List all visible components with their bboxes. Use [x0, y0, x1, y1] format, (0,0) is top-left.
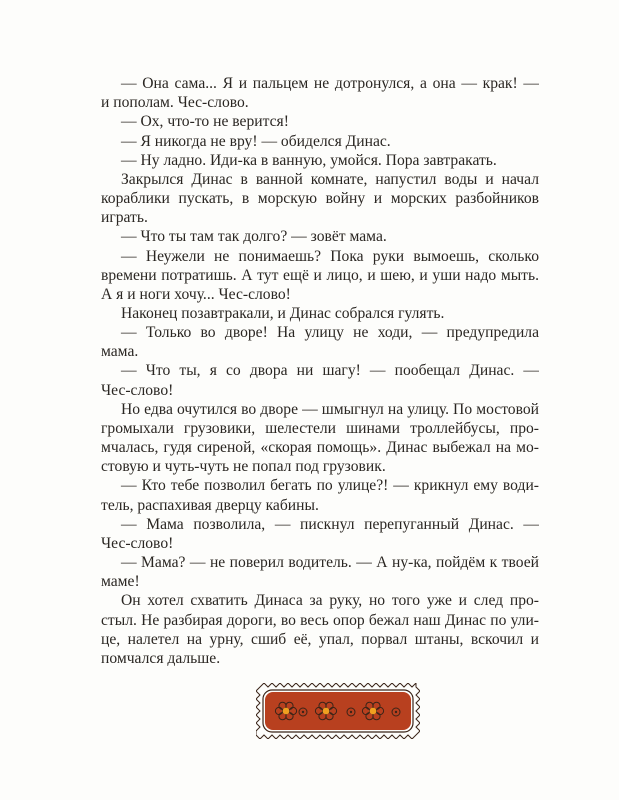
text-line: Чес-слово!: [101, 381, 174, 399]
paragraph: [101, 476, 539, 514]
text-line: — Я никогда не вру! — обиделся Динас.: [121, 132, 391, 150]
text-line: играть.: [101, 209, 148, 227]
paragraph: [101, 170, 539, 227]
text-line: Закрылся Динас в ванной комнате, напустил воды и начал: [121, 170, 539, 188]
text-line: маме!: [101, 573, 140, 591]
text-line: Он хотел схватить Динаса за руку, но того уже и след про-: [121, 592, 539, 610]
text-line: Наконец позавтракали, и Динас собрался гулять.: [121, 304, 445, 322]
text-line: — Мама позволила, — пискнул перепуганный Динас. —: [121, 515, 539, 533]
text-line: Но едва очутился во дворе — шмыгнул на улицу. По мостовой: [121, 400, 539, 418]
paragraph: [101, 515, 539, 553]
text-line: мчалась, гудя сиреной, «скорая помощь». Динас выбежал на мо-: [101, 439, 539, 457]
paragraph: [101, 553, 539, 591]
text-line: помчался дальше.: [101, 649, 221, 667]
text-line: — Что ты там так долго? — зовёт мама.: [121, 228, 387, 246]
paragraph: [101, 74, 539, 112]
text-line: це, налетел на урну, сшиб её, упал, порвал штаны, вскочил и: [101, 630, 539, 648]
story-text: [101, 74, 539, 668]
text-line: — Что ты, я со двора ни шагу! — пообещал Динас. —: [121, 362, 539, 380]
text-line: — Ну ладно. Иди-ка в ванную, умойся. Пора завтракать.: [121, 151, 497, 169]
paragraph: [101, 112, 539, 131]
text-line: стыл. Не разбирая дороги, во весь опор бежал наш Динас по ули-: [101, 611, 539, 629]
text-line: — Мама? — не поверил водитель. — А ну-ка, пойдём к твоей: [121, 554, 539, 572]
text-line: — Она сама... Я и пальцем не дотронулся, а она — крак! —: [121, 75, 539, 92]
text-line: стовую и чуть-чуть не попал под грузовик.: [101, 458, 386, 476]
paragraph: [101, 400, 539, 477]
text-line: — Ох, что-то не верится!: [121, 113, 289, 131]
paragraph: [101, 247, 539, 304]
text-line: — Только во дворе! На улицу не ходи, — предупредила: [121, 324, 539, 342]
text-line: громыхали грузовики, шелестели шинами троллейбусы, про-: [101, 419, 539, 437]
paragraph: [101, 227, 539, 246]
text-line: А я и ноги хочу... Чес-слово!: [101, 285, 291, 303]
text-line: мама.: [101, 343, 139, 361]
text-line: тель, распахивая дверцу кабины.: [101, 496, 319, 514]
decorative-ornament: [256, 683, 420, 739]
text-line: времени потратишь. А тут ещё и лицо, и шею, и уши надо мыть.: [101, 266, 539, 284]
paragraph: [101, 151, 539, 170]
text-line: — Кто тебе позволил бегать по улице?! — крикнул ему води-: [121, 477, 539, 495]
text-line: — Неужели не понимаешь? Пока руки вымоешь, сколько: [121, 247, 539, 265]
text-line: кораблики пускать, в морскую войну и морских разбойников: [101, 190, 539, 207]
text-line: и пополам. Чес-слово.: [101, 94, 249, 112]
paragraph: [101, 132, 539, 151]
paragraph: [101, 591, 539, 668]
paragraph: [101, 361, 539, 399]
paragraph: [101, 304, 539, 323]
paragraph: [101, 323, 539, 361]
text-line: Чес-слово!: [101, 534, 174, 552]
